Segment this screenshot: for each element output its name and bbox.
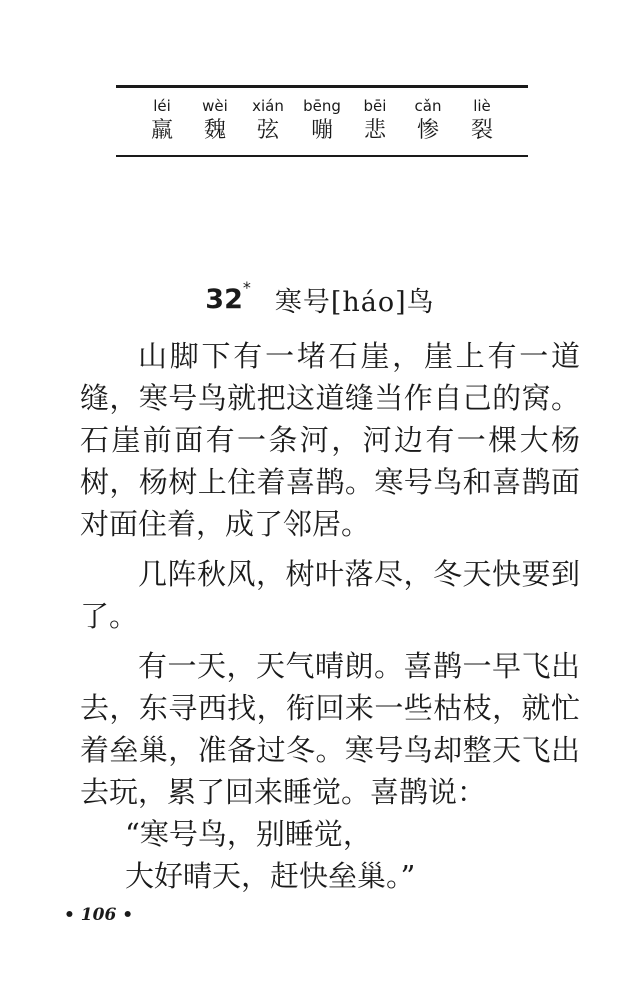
vocabulary-pinyin: wèi [202,97,228,115]
vocabulary-bottom-rule [116,155,528,157]
vocabulary-box [116,85,528,157]
vocabulary-character: 裂 [470,118,493,143]
optional-lesson-mark: * [242,278,251,297]
vocabulary-list [132,97,512,149]
vocabulary-character: 羸 [150,118,173,143]
verse-line: “寒号鸟，别睡觉， [125,817,372,851]
vocabulary-pinyin: xián [252,97,284,115]
vocabulary-item [132,97,192,145]
vocabulary-pinyin: bēng [303,97,341,115]
vocabulary-character: 弦 [256,118,279,143]
vocabulary-pinyin: cǎn [414,97,442,115]
vocabulary-character: 嘣 [310,118,333,143]
vocabulary-character: 悲 [363,118,386,143]
vocabulary-pinyin: bēi [363,97,387,115]
verse-line: 大好晴天，赶快垒巢。” [125,859,416,893]
vocabulary-pinyin: liè [473,97,491,115]
vocabulary-pinyin: léi [153,97,171,115]
vocabulary-item [238,97,298,145]
paragraph: 山脚下有一堵石崖，崖上有一道缝，寒号鸟就把这道缝当作自己的窝。石崖前面有一条河，河边有一棵大杨树，杨树上住着喜鹊。寒号鸟和喜鹊面对面住着，成了邻居。 [80,339,580,541]
paragraph: 几阵秋风，树叶落尽，冬天快要到了。 [80,557,580,633]
vocabulary-item [292,97,352,145]
lesson-number: 32 [205,284,243,315]
vocabulary-item [398,97,458,145]
vocabulary-character: 魏 [203,118,226,143]
lesson-title: 寒号[háo]鸟 [274,287,435,318]
lesson-body [80,335,580,897]
vocabulary-item [185,97,245,145]
vocabulary-item [452,97,512,145]
lesson-heading [0,280,640,320]
vocabulary-character: 惨 [416,118,439,143]
vocabulary-top-rule [116,85,528,88]
page-number: • 106 • [64,905,134,925]
paragraph: 有一天，天气晴朗。喜鹊一早飞出去，东寻西找，衔回来一些枯枝，就忙着垒巢，准备过冬。寒号鸟却整天飞出去玩，累了回来睡觉。喜鹊说： [80,649,580,809]
vocabulary-item [345,97,405,145]
